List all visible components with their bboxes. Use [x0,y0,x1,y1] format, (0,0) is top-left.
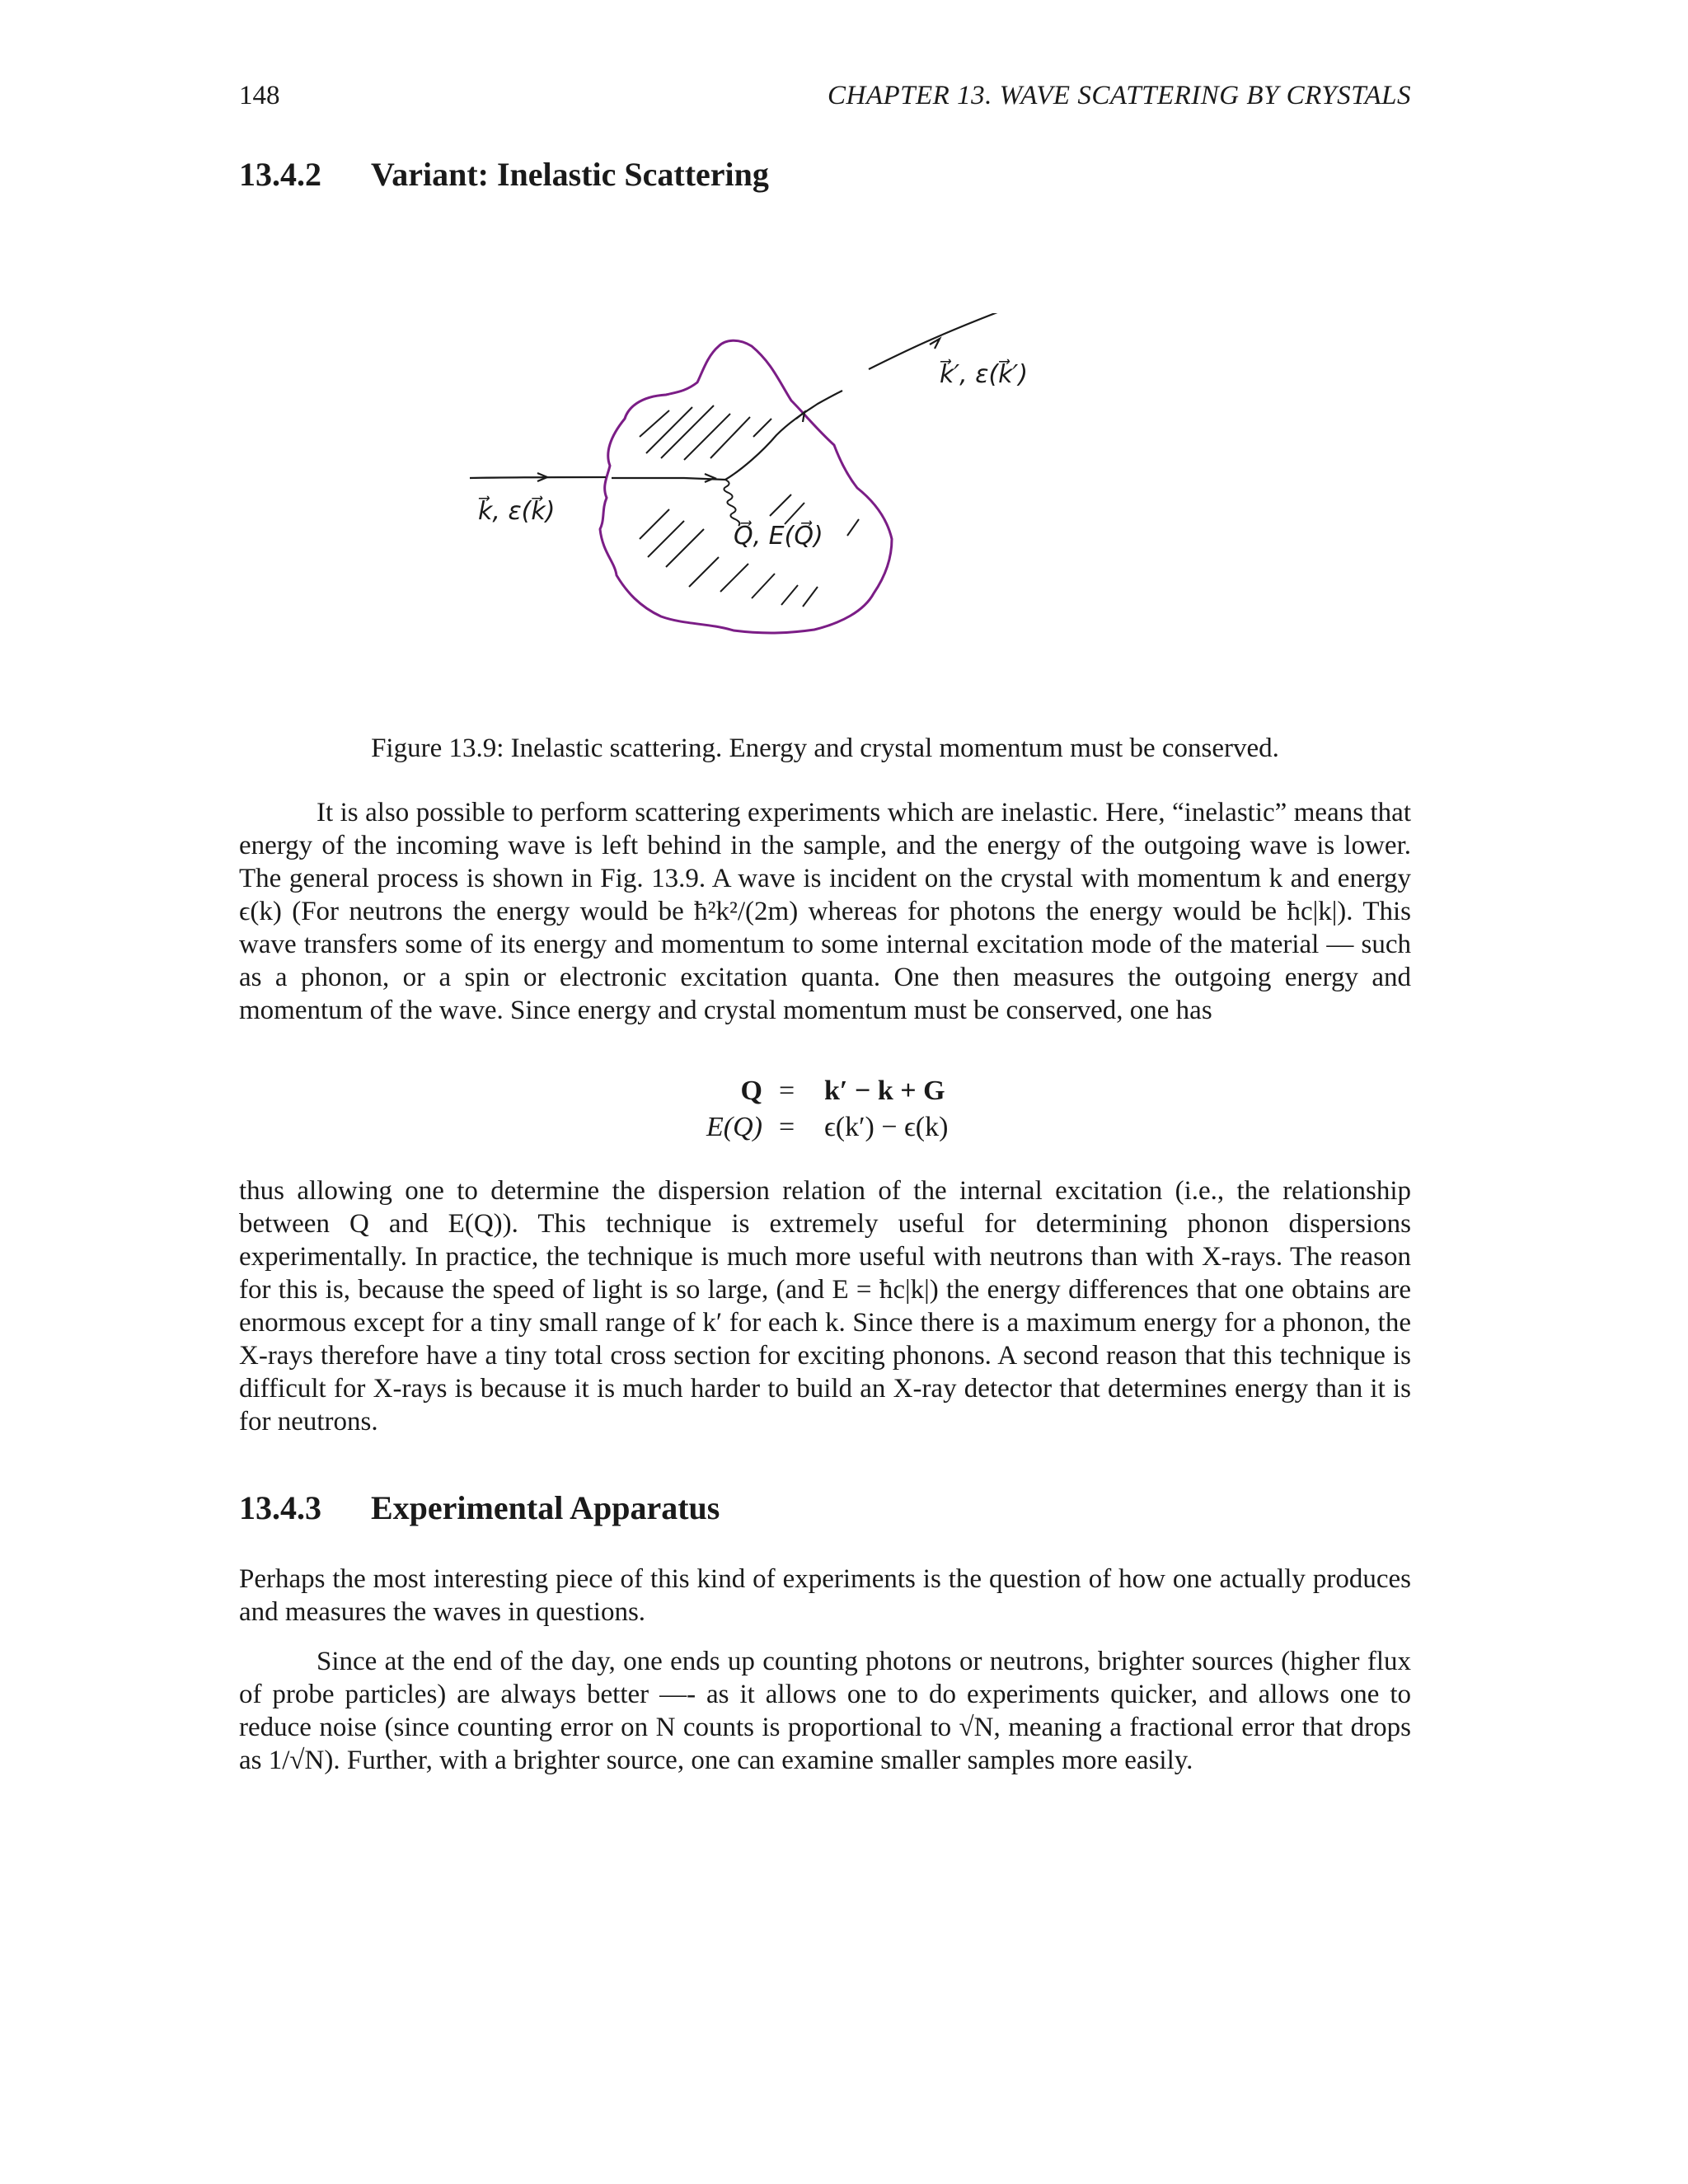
page-header [239,81,1411,122]
figure-caption: Figure 13.9: Inelastic scattering. Energy and crystal momentum must be conserved. [371,733,1279,763]
equation-block [577,1076,1088,1148]
crystal-outline [600,340,892,633]
equation-sign: = [779,1076,795,1106]
paragraph-sources: Since at the end of the day, one ends up counting photons or neutrons, brighter sources (higher flux of probe particles) are always better —- as it allows one to do experiments quicker, and allows one to reduce noise (since counting error on N counts is proportional to √N, meaning a fractional error that drops as 1/√N). Further, with a brighter source, one can examine smaller samples more easily. [239,1647,1411,1775]
excitation-label: Q⃗, E(Q⃗) [734,522,823,551]
section-heading-inelastic [239,155,769,194]
outgoing-label: k⃗′, ε(k⃗′) [940,360,1029,389]
incoming-wave [470,473,725,482]
equation-row [577,1112,1088,1148]
section-number: 13.4.2 [239,156,321,193]
paragraph-apparatus: Perhaps the most interesting piece of this kind of experiments is the question of how one actually produces and measures the waves in questions. [239,1564,1411,1627]
page-number: 148 [239,81,280,110]
incoming-label: k⃗, ε(k⃗) [478,497,556,526]
excitation-squiggle [724,480,739,526]
paragraph-dispersion: thus allowing one to determine the dispersion relation of the internal excitation (i.e., the relationship between Q and E(Q)). This technique is extremely useful for determining phonon dispersions experimentally. In practice, the technique is much more useful with neutrons than with X-rays. The reason for this is, because the speed of light is so large, (and E = ħc|k|) the energy differences that one obtains are enormous except for a tiny small range of k′ for each k. Since there is a maximum energy for a phonon, the X-rays therefore have a tiny total cross section for exciting phonons. A second reason that this technique is difficult for X-rays is because it is much harder to build an X-ray detector that determines energy than it is for neutrons. [239,1176,1411,1436]
scattered-wave [725,313,997,480]
equation-lhs: E(Q) [706,1112,762,1142]
section-heading-apparatus [239,1488,720,1527]
equation-row [577,1076,1088,1112]
equation-lhs: Q [740,1076,762,1106]
section-number: 13.4.3 [239,1489,321,1526]
section-title: Variant: Inelastic Scattering [371,156,769,193]
equation-rhs: k′ − k + G [824,1076,945,1106]
equation-sign: = [779,1112,795,1142]
scattering-diagram [445,313,1071,651]
running-head: CHAPTER 13. WAVE SCATTERING BY CRYSTALS [828,81,1411,110]
figure-inelastic-scattering [445,313,1071,651]
equation-rhs: ϵ(k′) − ϵ(k) [824,1112,949,1142]
paragraph-inelastic: It is also possible to perform scattering experiments which are inelastic. Here, “inelastic” means that energy of the incoming wave is left behind in the sample, and the energy of the outgoing wave is lower. The general process is shown in Fig. 13.9. A wave is incident on the crystal with momentum k and energy ϵ(k) (For neutrons the energy would be ħ²k²/(2m) whereas for photons the energy would be ħc|k|). This wave transfers some of its energy and momentum to some internal excitation mode of the material — such as a phonon, or a spin or electronic excitation quanta. One then measures the outgoing energy and momentum of the wave. Since energy and crystal momentum must be conserved, one has [239,798,1411,1025]
section-title: Experimental Apparatus [371,1489,720,1526]
